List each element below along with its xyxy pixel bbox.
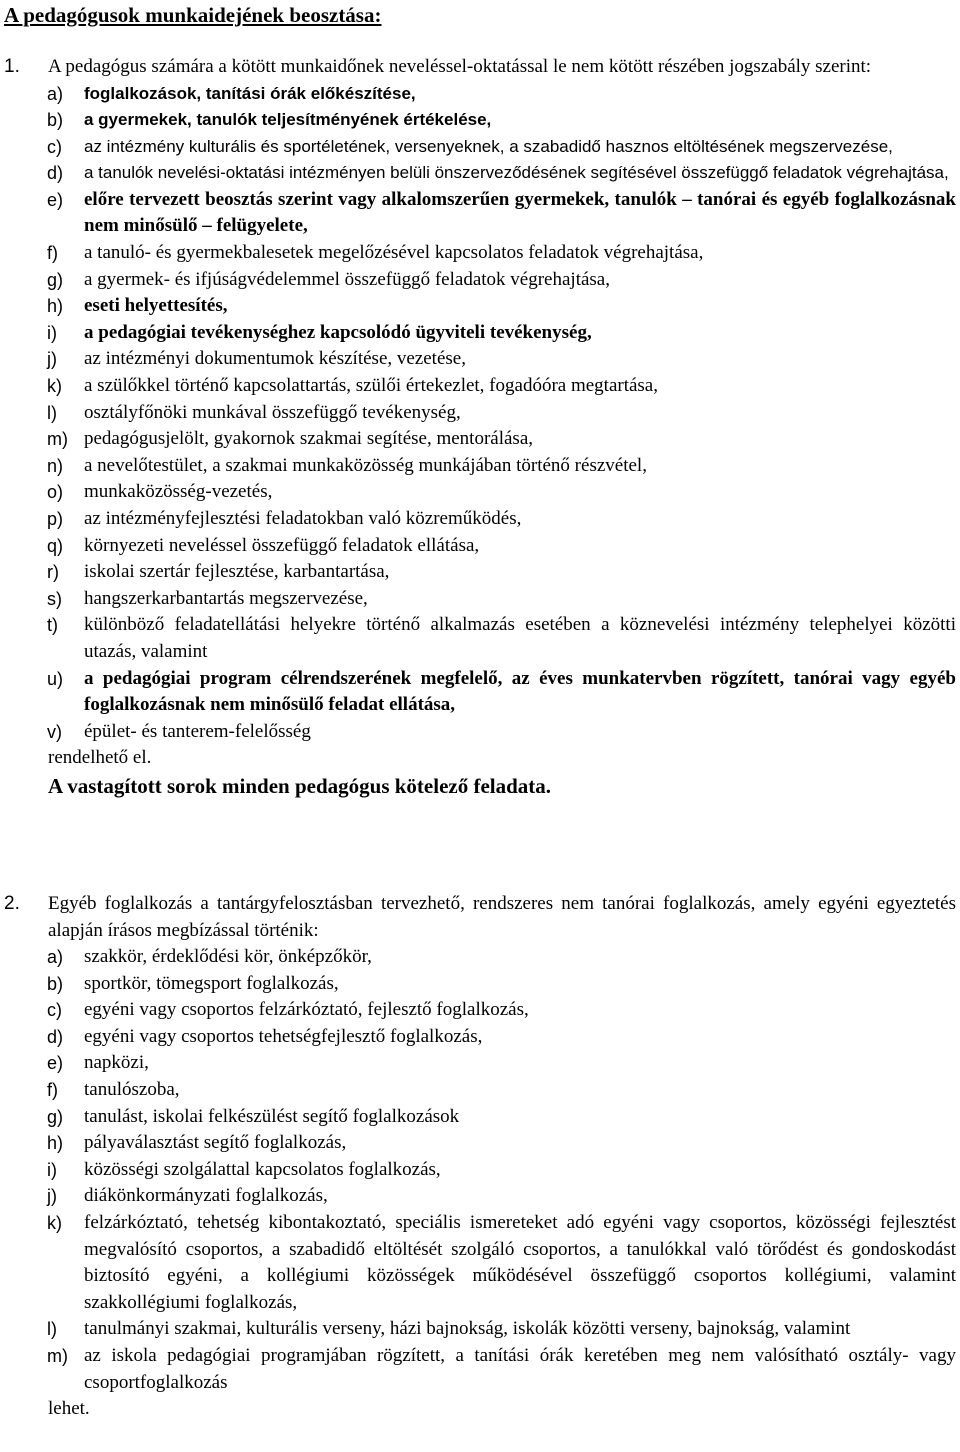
section-1-intro: A pedagógus számára a kötött munkaidőnek neveléssel-oktatással le nem kötött részében jogszabály szerint:: [48, 56, 872, 77]
list-item: [47, 267, 956, 294]
list-item-text: a tanulók nevelési-oktatási intézményen belüli önszerveződésének segítésével összefüggő feladatok végrehajtása,: [84, 163, 949, 183]
section-1-list: [0, 81, 960, 746]
list-item-text: a gyermek- és ifjúságvédelemmel összefüggő feladatok végrehajtása,: [84, 268, 610, 290]
list-item: [47, 559, 956, 586]
list-item: [47, 453, 956, 480]
list-item-text: diákönkormányzati foglalkozás,: [84, 1185, 328, 1207]
list-item: [47, 971, 956, 998]
list-item-letter: n): [47, 455, 64, 476]
list-item: [47, 320, 956, 347]
list-item-letter: m): [47, 1345, 68, 1366]
list-item-letter: m): [47, 429, 68, 450]
list-item-text: egyéni vagy csoportos felzárkóztató, fejlesztő foglalkozás,: [84, 999, 529, 1021]
list-item-letter: s): [47, 588, 62, 609]
list-item-letter: a): [47, 947, 64, 967]
list-item-letter: f): [47, 243, 58, 264]
list-item: [47, 1157, 956, 1184]
list-item-text: pedagógusjelölt, gyakornok szakmai segítése, mentorálása,: [84, 428, 534, 450]
list-item-letter: c): [47, 136, 62, 157]
list-item-text: osztályfőnöki munkával összefüggő tevékenység,: [84, 401, 461, 423]
list-item: [47, 240, 956, 267]
list-item-text: a szülőkkel történő kapcsolattartás, szülői értekezlet, fogadóóra megtartása,: [84, 375, 658, 397]
list-item-text: tanulást, iskolai felkészülést segítő foglalkozások: [84, 1105, 460, 1127]
list-item-text: épület- és tanterem-felelősség: [84, 720, 311, 742]
list-item-text: munkaközösség-vezetés,: [84, 481, 273, 503]
document-title: A pedagógusok munkaidejének beosztása:: [4, 3, 382, 27]
list-item: [47, 944, 956, 971]
section-1-emphasis: A vastagított sorok minden pedagógus kötelező feladata.: [48, 773, 552, 798]
list-item-text: sportkör, tömegsport foglalkozás,: [84, 972, 339, 994]
list-item: [47, 160, 956, 187]
list-item-letter: k): [47, 1212, 62, 1233]
list-item-letter: q): [47, 535, 64, 556]
list-item-text: eseti helyettesítés,: [84, 295, 228, 317]
list-item-letter: h): [47, 296, 64, 317]
list-item: [47, 1130, 956, 1157]
list-item-text: az intézményi dokumentumok készítése, vezetése,: [84, 348, 466, 370]
list-item: [47, 426, 956, 453]
list-item-letter: g): [47, 269, 64, 290]
list-item: [47, 612, 956, 665]
list-item-text: a tanuló- és gyermekbalesetek megelőzésével kapcsolatos feladatok végrehajtása,: [84, 242, 704, 264]
list-item-text: hangszerkarbantartás megszervezése,: [84, 587, 368, 609]
list-item-letter: l): [47, 402, 57, 423]
section-2-list: [0, 944, 960, 1396]
list-item: [47, 293, 956, 320]
list-item: [47, 719, 956, 746]
list-item-text: tanulószoba,: [84, 1078, 180, 1100]
list-item-text: tanulmányi szakmai, kulturális verseny, házi bajnokság, iskolák közötti verseny, bajnokság, valamint: [84, 1318, 851, 1340]
list-item: [47, 400, 956, 427]
list-item: [47, 1104, 956, 1131]
list-item-letter: e): [47, 1053, 64, 1074]
list-item: [47, 1024, 956, 1051]
list-item-letter: i): [47, 1159, 57, 1180]
list-item: [47, 187, 956, 240]
list-item: [47, 1077, 956, 1104]
list-item: [47, 1183, 956, 1210]
list-item-text: közösségi szolgálattal kapcsolatos foglalkozás,: [84, 1158, 441, 1180]
list-item-letter: r): [47, 562, 59, 583]
list-item-text: az intézményfejlesztési feladatokban való közreműködés,: [84, 508, 522, 529]
list-item: [47, 1210, 956, 1316]
list-item: [47, 997, 956, 1024]
list-item-letter: d): [47, 1026, 64, 1047]
list-item: [47, 1343, 956, 1396]
section-2-closing: lehet.: [48, 1398, 90, 1420]
list-item-letter: a): [47, 83, 64, 104]
section-1-closing: rendelhető el.: [48, 747, 152, 769]
list-item: [47, 346, 956, 373]
list-item: [47, 1050, 956, 1077]
section-2-number: 2.: [4, 893, 20, 914]
section-1-number: 1.: [4, 56, 20, 77]
list-item-letter: p): [47, 509, 64, 529]
list-item-text: felzárkóztató, tehetség kibontakoztató, speciális ismereteket adó egyéni vagy csoportos, közösségi fejlesztést megvalósító csoportos, a szabadidő eltöltését szolgáló csoportos, a tanulókkal való törődést és gondoskodást biztosító egyéni, a kollégiumi közösségek működésével összefüggő csoportos kollégiumi, valamint szakkollégiumi foglalkozás,: [84, 1211, 956, 1313]
list-item-letter: i): [47, 322, 57, 343]
list-item-text: az iskola pedagógiai programjában rögzített, a tanítási órák keretében meg nem valósítható osztály- vagy csoportfoglalkozás: [84, 1344, 956, 1393]
list-item: [47, 479, 956, 506]
list-item-letter: l): [47, 1319, 57, 1340]
list-item-letter: h): [47, 1133, 64, 1154]
list-item-letter: d): [47, 163, 64, 184]
list-item-text: az intézmény kulturális és sportéletének, versenyeknek, a szabadidő hasznos eltöltésének megszervezése,: [84, 136, 893, 156]
list-item-text: egyéni vagy csoportos tehetségfejlesztő foglalkozás,: [84, 1025, 483, 1047]
list-item-text: környezeti neveléssel összefüggő feladatok ellátása,: [84, 534, 480, 556]
list-item-text: előre tervezett beosztás szerint vagy alkalomszerűen gyermekek, tanulók – tanórai és egyéb foglalkozásnak nem minősülő – felügyelete,: [84, 188, 956, 237]
list-item: [47, 107, 956, 134]
list-item-text: szakkör, érdeklődési kör, önképzőkör,: [84, 946, 372, 967]
list-item-text: a gyermekek, tanulók teljesítményének értékelése,: [84, 110, 492, 130]
section-1: [0, 54, 960, 800]
list-item-letter: k): [47, 376, 62, 397]
list-item-letter: f): [47, 1079, 58, 1100]
list-item-letter: o): [47, 482, 64, 503]
list-item: [47, 81, 956, 108]
list-item-text: iskolai szertár fejlesztése, karbantartása,: [84, 561, 390, 583]
section-2-intro: Egyéb foglalkozás a tantárgyfelosztásban tervezhető, rendszeres nem tanórai foglalkozás, amely egyéni egyeztetés alapján írásos megbízással történik:: [48, 893, 956, 941]
list-item: [47, 586, 956, 613]
list-item-letter: b): [47, 973, 64, 994]
list-item-text: a nevelőtestület, a szakmai munkaközösség munkájában történő részvétel,: [84, 454, 647, 476]
list-item-text: a pedagógiai tevékenységhez kapcsolódó ügyviteli tevékenység,: [84, 321, 592, 343]
list-item: [47, 666, 956, 719]
list-item-text: a pedagógiai program célrendszerének megfelelő, az éves munkatervben rögzített, tanórai vagy egyéb foglalkozásnak nem minősülő feladat ellátása,: [84, 667, 956, 716]
section-2: [0, 891, 960, 1423]
list-item-letter: t): [47, 615, 58, 636]
list-item-letter: e): [47, 189, 64, 210]
list-item-letter: j): [47, 349, 57, 370]
list-item: [47, 506, 956, 533]
list-item-text: napközi,: [84, 1052, 149, 1074]
list-item-text: pályaválasztást segítő foglalkozás,: [84, 1132, 347, 1154]
list-item: [47, 373, 956, 400]
list-item-letter: j): [47, 1186, 57, 1207]
list-item: [47, 533, 956, 560]
list-item-letter: b): [47, 110, 64, 131]
list-item-letter: g): [47, 1106, 64, 1127]
list-item-letter: c): [47, 1000, 62, 1021]
list-item: [47, 134, 956, 161]
list-item-text: foglalkozások, tanítási órák előkészítése,: [84, 83, 416, 103]
list-item-letter: v): [47, 721, 62, 742]
list-item-text: különböző feladatellátási helyekre történő alkalmazás esetében a köznevelési intézmény telephelyei közötti utazás, valamint: [84, 614, 956, 662]
list-item: [47, 1316, 956, 1343]
list-item-letter: u): [47, 668, 64, 689]
